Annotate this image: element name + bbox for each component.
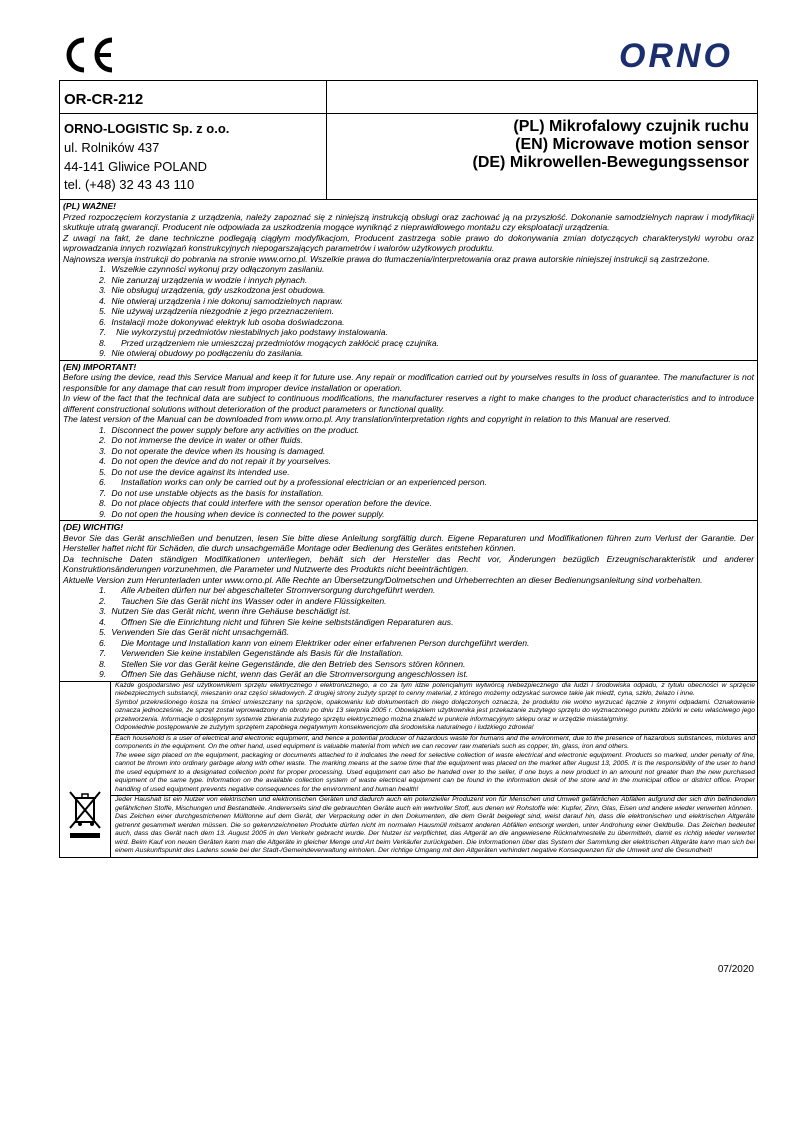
revision-date: 07/2020 — [717, 964, 754, 975]
title-de: (DE) Mikrowellen-Bewegungssensor — [472, 154, 749, 171]
company-info — [60, 114, 326, 199]
product-titles — [327, 114, 757, 172]
list-pl — [63, 264, 754, 359]
weee-section — [60, 682, 757, 857]
paragraph: Z uwagi na fakt, że dane techniczne podlegają ciągłym modyfikacjom, Producent zastrzega sobie prawo do dokonywania zmian dotyczących charakterystyki wyrobu oraz wprowadzania innych rozwiązań konstrukcyjnych niepogarszających parametrów i walorów użytkowych produktu. — [63, 232, 754, 254]
section-pl — [60, 200, 757, 361]
list-item: 7. Nie wykorzystuj przedmiotów niestabilnych jako podstawy instalowania. — [99, 327, 388, 338]
list-en — [63, 425, 754, 520]
svg-text:ORNO: ORNO — [619, 38, 733, 72]
section-en — [60, 361, 757, 522]
header-table — [60, 81, 757, 200]
list-item: 9. Öffnen Sie das Gehäuse nicht, wenn das Gerät an die Stromversorgung angeschlossen ist. — [99, 669, 469, 680]
paragraph: Każde gospodarstwo jest użytkownikiem sprzętu elektrycznego i elektronicznego, a co za tym idzie potencjalnym wytwórcą niebezpiecznego dla ludzi i środowiska odpadu, z tytułu obecności w sprzęcie niebezpiecznych substancji, mieszanin oraz części składowych. Z drugiej strony zużyty sprzęt to cenny materiał, z którego możemy odzyskać surowce takie jak miedź, cyna, szkło, żelazo i inne. — [115, 681, 755, 698]
list-item: 7. Verwenden Sie keine instabilen Gegenstände als Basis für die Installation. — [99, 648, 404, 659]
paragraph: Odpowiednie postępowanie ze zużytym sprzętem zapobiega negatywnym konsekwencjom dla środowiska naturalnego i ludzkiego zdrowia! — [115, 724, 534, 732]
paragraph: In view of the fact that the technical data are subject to continuous modifications, the manufacturer reserves a right to make changes to the product characteristics and to introduce different constructional solutions without deterioration of the product parameters or functional quality. — [63, 393, 754, 414]
section-de — [60, 521, 757, 682]
list-item: 7. Do not use unstable objects as the basis for installation. — [99, 487, 324, 498]
list-item: 3. Nie obsługuj urządzenia, gdy uszkodzona jest obudowa. — [99, 285, 326, 296]
list-item: 5. Verwenden Sie das Gerät nicht unsachgemäß. — [99, 627, 290, 638]
list-item: 5. Do not use the device against its intended use. — [99, 466, 290, 477]
document-frame — [59, 80, 758, 858]
weee-en — [111, 735, 757, 797]
ce-mark-icon — [62, 36, 116, 74]
crossed-bin-icon — [68, 790, 102, 840]
list-item: 4. Öffnen Sie die Einrichtung nicht und führen Sie keine selbstständigen Reparaturen aus. — [99, 616, 454, 627]
list-item: 3. Nutzen Sie das Gerät nicht, wenn ihre Gehäuse beschädigt ist. — [99, 606, 351, 617]
list-item: 6. Instalacji może dokonywać elektryk lub osoba doświadczona. — [99, 316, 345, 327]
header-spacer — [327, 81, 757, 114]
list-item: 1. Disconnect the power supply before any activities on the product. — [99, 424, 360, 435]
orno-logo — [598, 38, 754, 72]
list-item: 3. Do not operate the device when its housing is damaged. — [99, 445, 326, 456]
weee-de — [111, 796, 757, 857]
company-street: ul. Rolników 437 — [64, 139, 160, 155]
company-phone: tel. (+48) 32 43 43 110 — [64, 177, 195, 193]
list-de — [63, 585, 754, 680]
list-item: 9. Nie otwieraj obudowy po podłączeniu do zasilania. — [99, 348, 304, 359]
list-item: 4. Do not open the device and do not repair it by yourselves. — [99, 456, 332, 467]
list-item: 5. Nie używaj urządzenia niezgodnie z jego przeznaczeniem. — [99, 306, 334, 317]
list-item: 2. Do not immerse the device in water or other fluids. — [99, 435, 303, 446]
list-item: 8. Stellen Sie vor das Gerät keine Gegenstände, die den Betrieb des Sensors stören können. — [99, 658, 466, 669]
paragraph: Da technische Daten ständigen Modifikationen unterliegen, behält sich der Hersteller das Recht vor, Änderungen bezüglich Erzeugnischarakteristik und anderer Konstruktionsänderungen vorzunehmen, die Parameter und Nutzwerte des Produkts nicht beeinträchtigen. — [63, 553, 754, 575]
paragraph: Each household is a user of electrical and electronic equipment, and hence a potential producer of hazardous waste for humans and the environment, due to the presence of hazardous substances, mixtures and components in the equipment. On the other hand, used equipment is valuable material from which we can recover raw materials such as copper, tin, glass, iron and others. — [115, 734, 755, 751]
heading-pl: (PL) WAŻNE! — [63, 201, 116, 212]
paragraph: Aktuelle Version zum Herunterladen unter www.orno.pl. Alle Rechte an Übersetzung/Dolmetschen und Urheberrechten an dieser Bedienungsanleitung sind vorbehalten. — [63, 574, 703, 585]
list-item: 6. Installation works can only be carried out by a professional electrician or an experienced person. — [99, 477, 487, 488]
heading-de: (DE) WICHTIG! — [63, 522, 124, 533]
list-item: 8. Do not place objects that could interfere with the sensor operation before the device. — [99, 498, 432, 509]
paragraph: Jeder Haushalt ist ein Nutzer von elektrischen und elektronischen Geräten und dadurch auch ein potenzieller Produzent von für Menschen und Umwelt gefährlichen Abfällen aufgrund der sich drin befindenden gefährlichen Stoffe, Mischungen und Bestandteile. Andererseits sind die gebrauchten Geräte auch ein wertvoller Stoff, aus denen wir Rohstoffe wie: Kupfer, Zinn, Glas, Eisen und andere wieder verwerten können. — [115, 796, 755, 812]
paragraph: Before using the device, read this Service Manual and keep it for future use. Any repair or modification carried out by yourselves results in loss of guarantee. The manufacturer is not responsible for any damage that can result from improper device installation or operation. — [63, 372, 754, 393]
list-item: 1. Alle Arbeiten dürfen nur bei abgeschalteter Stromversorgung durchgeführt werden. — [99, 585, 436, 596]
weee-pl — [111, 682, 757, 735]
heading-en: (EN) IMPORTANT! — [63, 361, 137, 372]
list-item: 2. Nie zanurzaj urządzenia w wodzie i innych płynach. — [99, 274, 308, 285]
model-number: OR-CR-212 — [60, 81, 326, 114]
weee-text — [111, 682, 757, 857]
list-item: 6. Die Montage und Installation kann von einem Elektriker oder einer erfahrenen Person durchgeführt werden. — [99, 637, 530, 648]
weee-icon-cell — [60, 682, 111, 857]
list-item: 4. Nie otwieraj urządzenia i nie dokonuj samodzielnych napraw. — [99, 295, 344, 306]
paragraph: The latest version of the Manual can be downloaded from www.orno.pl. Any translation/interpretation rights and copyright in relation to this Manual are reserved. — [63, 414, 671, 425]
list-item: 2. Tauchen Sie das Gerät nicht ins Wasser oder in andere Flüssigkeiten. — [99, 595, 387, 606]
paragraph: Przed rozpoczęciem korzystania z urządzenia, należy zapoznać się z niniejszą instrukcją obsługi oraz zachować ją na przyszłość. Dokonanie samodzielnych napraw i modyfikacji skutkuje utratą gwarancji. Producent nie odpowiada za uszkodzenia mogące wyniknąć z nieprawidłowego montażu czy eksploatacji urządzenia. — [63, 211, 754, 233]
company-city: 44-141 Gliwice POLAND — [64, 158, 208, 174]
paragraph: Bevor Sie das Gerät anschließen und benutzen, lesen Sie bitte diese Anleitung sorgfältig durch. Eigene Reparaturen und Modifikationen führen zum Verlust der Garantie. Der Hersteller haftet nicht für Schäden, die durch unsachgemäße Montage oder Bedienung des Gerätes entstehen können. — [63, 532, 754, 554]
paragraph: The weee sign placed on the equipment, packaging or documents attached to it indicates the need for selective collection of waste electrical and electronic equipment. Products so marked, under penalty of fine, cannot be thrown into ordinary garbage along with other waste. The marking means at the same time that the equipment was placed on the market after August 13, 2005. It is the responsibility of the user to hand the used equipment to a designated collection point for proper processing. Used equipment can also be handed over to the seller, if one buys a new product in an amount not greater than the new purchased equipment of the same type. Information on the available collection system of waste electrical equipment can be found in the information desk of the store and in the municipal office or district office. Proper handling of used equipment prevents negative consequences for the environment and human health! — [115, 751, 755, 793]
paragraph: Symbol przekreślonego kosza na śmieci umieszczany na sprzęcie, opakowaniu lub dokumentach do niego dołączonych oznacza, że produktu nie wolno wyrzucać łącznie z innymi odpadami. Oznakowanie oznacza jednocześnie, że sprzęt został wprowadzony do obrotu po dniu 13 sierpnia 2005 r. Obowiązkiem użytkownika jest przekazanie zużytego sprzętu do wyznaczonego punktu zbiórki w celu właściwego jego przetworzenia. Informacje o dostępnym systemie zbierania zużytego sprzętu elektrycznego można znaleźć w punkcie informacyjnym sklepu oraz w urzędzie miasta/gminy. — [115, 698, 755, 723]
title-en: (EN) Microwave motion sensor — [515, 136, 749, 153]
list-item: 1. Wszelkie czynności wykonuj przy odłączonym zasilaniu. — [99, 264, 325, 275]
list-item: 8. Przed urządzeniem nie umieszczaj przedmiotów mogących zakłócić pracę czujnika. — [99, 337, 440, 348]
paragraph: Das Zeichen einer durchgestrichenen Mülltonne auf dem Gerät, der Verpackung oder in den Dokumenten, die dem Gerät beigelegt sind, weist darauf hin, dass die elektronischen und elektrischen Altgeräte getrennt gesammelt werden müssen. Die so gekennzeichneten Produkte dürfen nicht im normalen Hausmüll mitsamt anderen Abfällen entsorgt werden, unter Androhung einer Geldbuße. Das Zeichen bedeutet auch, dass das Gerät nach dem 13. August 2005 in den Verkehr gebracht wurde. Der Nutzer ist verpflichtet, das Altgerät an die angewiesene Rücknahmestelle zu übermitteln, damit es richtig wieder verwertet wird. Beim Kauf von neuen Geräten kann man die Altgeräte in gleicher Menge und Art beim Verkäufer zurückgeben. Die Informationen über das System der Sammlung der elektrischen Altgeräte kann man sich bei einem Auskunftspunkt des Ladens sowie bei der Stadt-/Gemeindeverwaltung einholen. Der richtige Umgang mit den Altgeräten verhindert negative Konsequenzen für die Umwelt und die Gesundheit! — [115, 813, 755, 855]
list-item: 9. Do not open the housing when device is connected to the power supply. — [99, 508, 385, 519]
title-pl: (PL) Mikrofalowy czujnik ruchu — [513, 118, 749, 135]
paragraph: Najnowsza wersja instrukcji do pobrania na stronie www.orno.pl. Wszelkie prawa do tłumaczenia/interpretowania oraz prawa autorskie niniejszej instrukcji są zastrzeżone. — [63, 253, 710, 264]
company-name: ORNO-LOGISTIC Sp. z o.o. — [64, 121, 230, 136]
